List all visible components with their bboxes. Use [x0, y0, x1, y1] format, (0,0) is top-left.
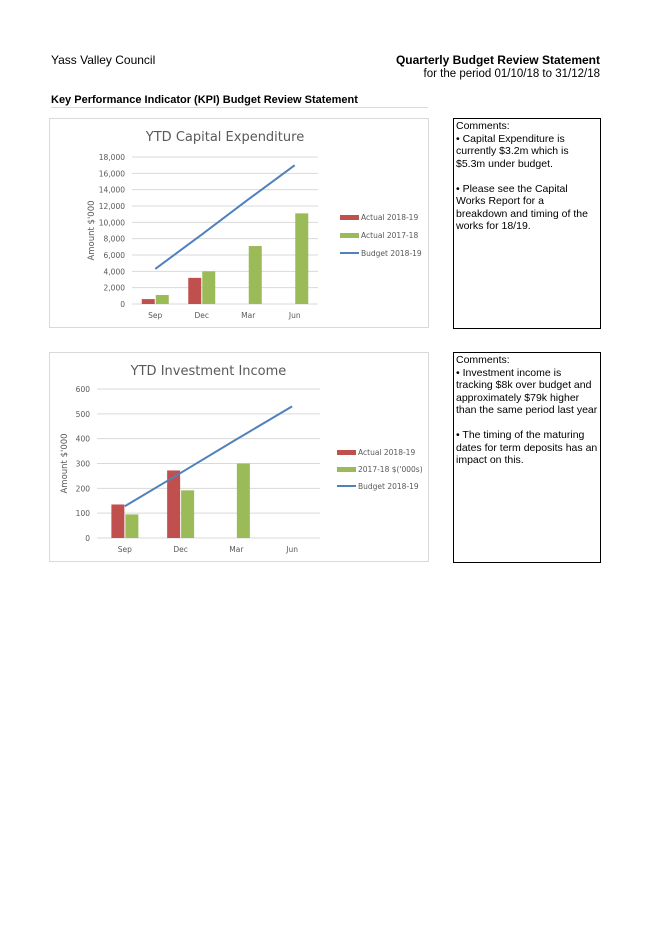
capital-expenditure-chart-svg — [50, 119, 428, 327]
x-category-label: Dec — [194, 311, 210, 320]
bar-actual-2017-18-dec — [181, 490, 194, 538]
bar-actual-2017-18-sep — [156, 295, 169, 304]
investment-income-chart-svg — [50, 353, 428, 561]
y-tick-label: 200 — [75, 484, 90, 494]
y-tick-label: 0 — [120, 300, 125, 309]
comment-paragraph: • Capital Expenditure is currently $3.2m which is $5.3m under budget. — [456, 132, 569, 170]
y-tick-label: 600 — [75, 385, 90, 394]
comments-heading: Comments: — [456, 120, 510, 132]
bar-actual-2017-18-dec — [202, 271, 215, 304]
y-tick-label: 18,000 — [98, 153, 125, 162]
bar-actual-2018-19-dec — [188, 278, 201, 304]
legend-swatch — [340, 233, 359, 238]
x-category-label: Jun — [286, 545, 298, 554]
legend-label: 2017-18 $('000s) — [358, 465, 423, 474]
investment-income-comments — [453, 352, 601, 563]
investment-income-chart — [49, 352, 429, 562]
y-axis-label: Amount $'000 — [87, 200, 97, 261]
section-divider — [51, 107, 428, 108]
x-category-label: Mar — [229, 545, 244, 554]
council-name: Yass Valley Council — [51, 53, 156, 67]
y-tick-label: 100 — [75, 509, 90, 519]
x-category-label: Mar — [241, 311, 256, 320]
bar-actual-2017-18-mar — [237, 464, 250, 539]
comment-paragraph: • Please see the Capital Works Report for a breakdown and timing of the works for 18/19. — [456, 182, 588, 232]
statement-title: Quarterly Budget Review Statement — [395, 53, 600, 67]
x-category-label: Sep — [117, 545, 132, 554]
y-tick-label: 12,000 — [98, 202, 125, 211]
x-category-label: Dec — [173, 545, 188, 554]
bar-actual-2018-19-sep — [111, 504, 124, 538]
legend-label: Budget 2018-19 — [358, 482, 419, 491]
bar-actual-2017-18-sep — [125, 514, 138, 538]
y-tick-label: 8,000 — [103, 234, 125, 244]
legend-swatch — [337, 450, 356, 455]
y-axis-label: Amount $'000 — [60, 433, 70, 494]
y-tick-label: 10,000 — [98, 218, 125, 228]
chart-title: YTD Investment Income — [130, 364, 287, 379]
legend-label: Actual 2018-19 — [361, 213, 419, 222]
y-tick-label: 14,000 — [98, 185, 125, 195]
bar-actual-2018-19-sep — [142, 299, 155, 304]
statement-period: for the period 01/10/18 to 31/12/18 — [423, 68, 600, 80]
budget-line — [125, 406, 292, 506]
comment-paragraph: • Investment income is tracking $8k over budget and approximately $79k higher than the same period last year — [456, 366, 598, 416]
legend-swatch — [337, 467, 356, 472]
capital-expenditure-chart — [49, 118, 429, 328]
bar-actual-2017-18-mar — [249, 246, 262, 304]
comments-heading: Comments: — [456, 354, 510, 366]
legend-label: Actual 2018-19 — [358, 448, 416, 457]
y-tick-label: 300 — [75, 459, 90, 469]
chart-title: YTD Capital Expenditure — [145, 130, 305, 145]
y-tick-label: 400 — [75, 434, 90, 444]
comment-paragraph: • The timing of the maturing dates for term deposits has an impact on this. — [456, 429, 598, 466]
y-tick-label: 2,000 — [103, 283, 125, 293]
bar-actual-2017-18-jun — [295, 213, 308, 304]
legend-label: Budget 2018-19 — [361, 249, 422, 258]
y-tick-label: 500 — [75, 409, 90, 419]
y-tick-label: 6,000 — [103, 251, 125, 260]
budget-line — [155, 165, 295, 269]
y-tick-label: 0 — [85, 534, 90, 543]
capital-expenditure-comments — [453, 118, 601, 329]
y-tick-label: 4,000 — [103, 267, 125, 277]
x-category-label: Jun — [288, 311, 301, 320]
y-tick-label: 16,000 — [98, 169, 125, 179]
legend-label: Actual 2017-18 — [361, 231, 419, 240]
legend-swatch — [340, 215, 359, 220]
x-category-label: Sep — [148, 311, 163, 320]
section-title: Key Performance Indicator (KPI) Budget Review Statement — [51, 94, 358, 106]
